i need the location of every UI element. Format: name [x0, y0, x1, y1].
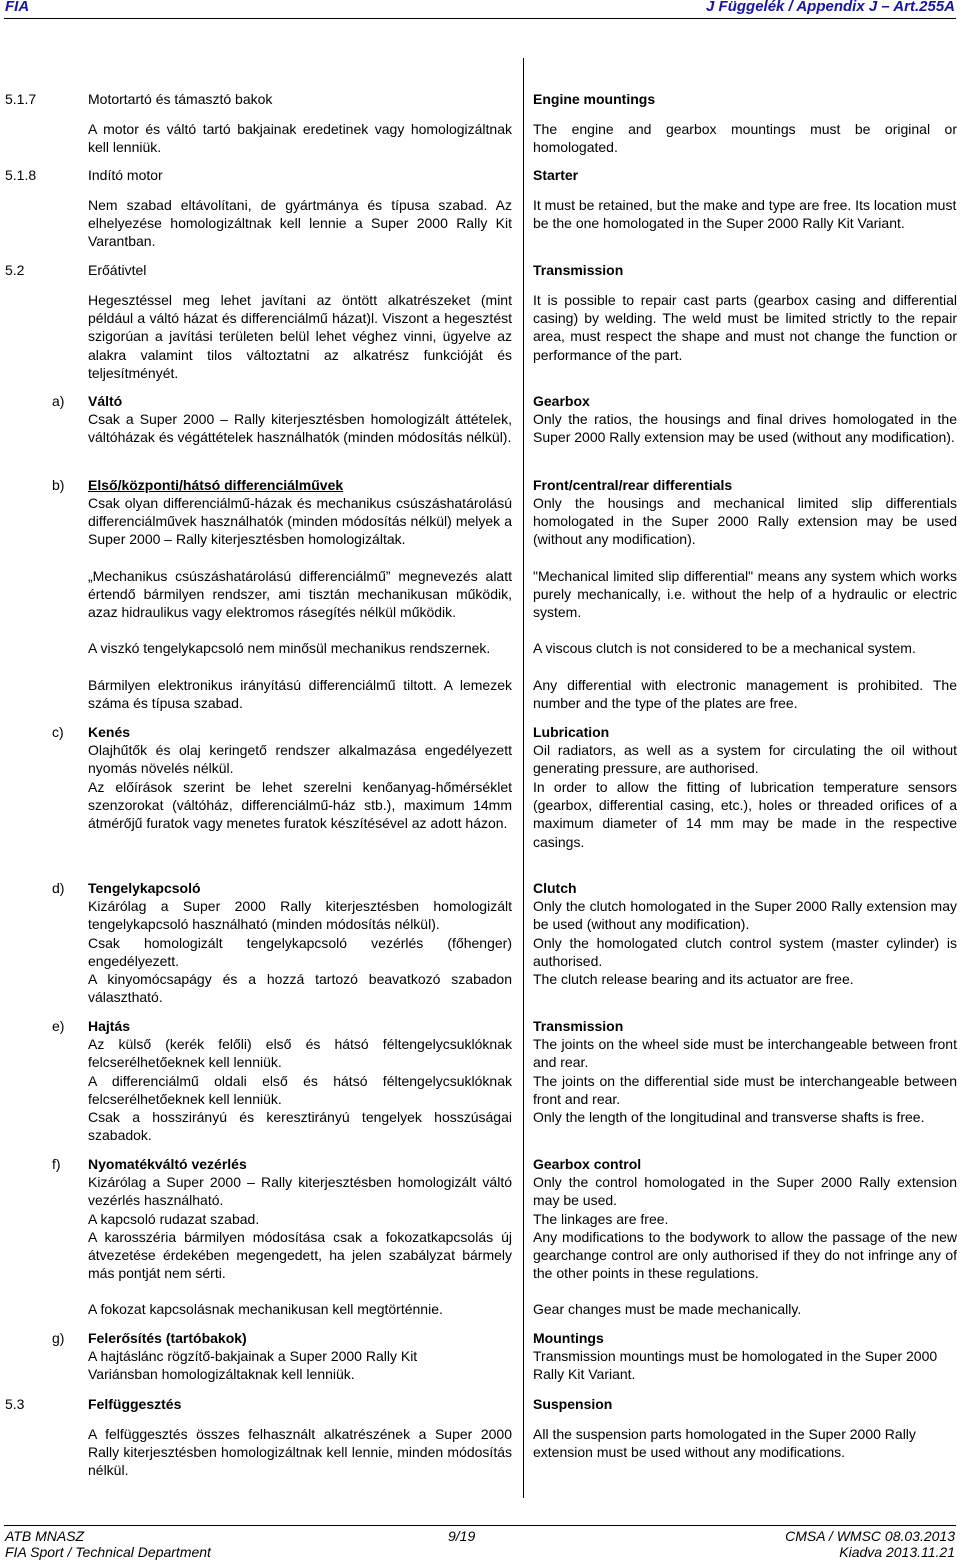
hu-paragraph: A karosszéria bármilyen módosítása csak a fokozatkapcsolás új átvezetése érdekében megengedett, ha jelen szabályzat bármely más pontját nem sérti. — [88, 1229, 512, 1282]
hu-paragraph: Bármilyen elektronikus irányítású differenciálmű tiltott. A lemezek száma és típusa szabad. — [88, 677, 512, 712]
footer-right-bottom: Kiadva 2013.11.21 — [839, 1544, 955, 1560]
en-paragraph: Only the homologated clutch control system (master cylinder) is authorised. — [533, 935, 957, 970]
hu-section-title: Felfüggesztés — [88, 1396, 182, 1412]
hu-paragraph: Csak a hosszirányú és keresztirányú tengelyek hosszúságai szabadok. — [88, 1109, 512, 1144]
section-number-53: 5.3 — [5, 1396, 25, 1412]
en-paragraph: In order to allow the fitting of lubrication temperature sensors (gearbox, differential casing, etc.), holes or threaded orifices of a maximum diameter of 14 mm may be made in the respective casings. — [533, 779, 957, 850]
hu-paragraph: Olajhűtők és olaj keringető rendszer alkalmazása engedélyezett nyomás növelés nélkül. — [88, 742, 512, 777]
section-number-517: 5.1.7 — [5, 91, 37, 107]
en-paragraph: The joints on the differential side must be interchangeable between front and rear. — [533, 1073, 957, 1108]
item-marker-a: a) — [52, 393, 65, 409]
en-paragraph: Only the housings and mechanical limited slip differentials homologated in the Super 2000 Rally extension may be used (without any modification). — [533, 495, 957, 548]
hu-paragraph: Hegesztéssel meg lehet javítani az öntött alkatrészeket (mint például a váltó házat és differenciálmű házat)l. Viszont a hegesztést szigorúan a javítási területen belül lehet véghez vinni, ügyelve az alakra valamint tilos változtatni az alkatrész funkcióját és teljesítményét. — [88, 292, 512, 381]
footer-left-top: ATB MNASZ — [5, 1528, 85, 1544]
hu-paragraph: A hajtáslánc rögzítő-bakjainak a Super 2000 Rally Kit Variánsban homologizáltaknak kell lenniük. — [88, 1348, 418, 1383]
item-marker-f: f) — [52, 1156, 61, 1172]
hu-paragraph: A motor és váltó tartó bakjainak eredetinek vagy homologizáltnak kell lenniük. — [88, 121, 512, 156]
hu-paragraph: Nem szabad eltávolítani, de gyártmánya és típusa szabad. Az elhelyezése homologizáltnak kell lennie a Super 2000 Rally Kit Varantban. — [88, 197, 512, 250]
hu-paragraph: Csak a Super 2000 – Rally kiterjesztésben homologizált áttételek, váltóházak és végáttételek használhatók (minden módosítás nélkül). — [88, 411, 512, 446]
hu-item-title: Nyomatékváltó vezérlés — [88, 1156, 247, 1172]
hu-paragraph: Csak homologizált tengelykapcsoló vezérlés (főhenger) engedélyezett. — [88, 935, 512, 970]
hu-item-title: Tengelykapcsoló — [88, 880, 201, 896]
en-paragraph: The engine and gearbox mountings must be original or homologated. — [533, 121, 957, 156]
hu-paragraph: Kizárólag a Super 2000 – Rally kiterjesztésben homologizált váltó vezérlés használható. — [88, 1174, 512, 1209]
hu-paragraph: A differenciálmű oldali első és hátsó féltengelycsuklóknak felcserélhetőeknek kell lenniük. — [88, 1073, 512, 1108]
header-rule — [4, 18, 956, 19]
hu-paragraph: Csak olyan differenciálmű-házak és mechanikus csúszáshatárolású differenciálművek használhatók (minden módosítás nélkül) melyek a Super 2000 – Rally kiterjesztésben homologizáltak. — [88, 495, 512, 548]
hu-paragraph: Kizárólag a Super 2000 Rally kiterjesztésben homologizált tengelykapcsoló használható (minden módosítás nélkül). — [88, 898, 512, 933]
en-paragraph: Only the control homologated in the Super 2000 Rally extension may be used. — [533, 1174, 957, 1209]
hu-paragraph: A felfüggesztés összes felhasznált alkatrészének a Super 2000 Rally kiterjesztésben homologizáltnak kell lennie, minden módosítás nélkül. — [88, 1426, 512, 1479]
hu-paragraph: Az külső (kerék felőli) első és hátsó féltengelycsuklóknak felcserélhetőeknek kell lenniük. — [88, 1036, 512, 1071]
footer-left-bottom: FIA Sport / Technical Department — [5, 1544, 211, 1560]
en-section-title: Suspension — [533, 1396, 613, 1412]
en-paragraph: Transmission mountings must be homologated in the Super 2000 Rally Kit Variant. — [533, 1348, 938, 1383]
en-item-title: Front/central/rear differentials — [533, 477, 733, 493]
en-section-title: Transmission — [533, 262, 624, 278]
hu-paragraph: Az előírások szerint be lehet szerelni kenőanyag-hőmérséklet szenzorokat (váltóház, differenciálmű-ház stb.), maximum 14mm átmérőjű furatok vagy menetes furatok készítésével az adott házon. — [88, 779, 512, 832]
en-item-title: Clutch — [533, 880, 577, 896]
item-marker-c: c) — [52, 724, 64, 740]
en-item-title: Mountings — [533, 1330, 604, 1346]
en-paragraph: Gear changes must be made mechanically. — [533, 1301, 802, 1317]
hu-section-title: Motortartó és támasztó bakok — [88, 91, 273, 107]
en-paragraph: Only the length of the longitudinal and transverse shafts is free. — [533, 1109, 925, 1125]
en-paragraph: Only the ratios, the housings and final drives homologated in the Super 2000 Rally extension may be used (without any modification). — [533, 411, 957, 446]
column-divider — [523, 58, 524, 1498]
hu-item-title: Első/központi/hátsó differenciálművek — [88, 477, 344, 493]
en-paragraph: All the suspension parts homologated in the Super 2000 Rally extension must be used without any modifications. — [533, 1426, 916, 1461]
footer-rule — [4, 1525, 956, 1526]
en-item-title: Transmission — [533, 1018, 624, 1034]
en-paragraph: Only the clutch homologated in the Super 2000 Rally extension may be used (without any modification). — [533, 898, 957, 933]
hu-paragraph: A viszkó tengelykapcsoló nem minősül mechanikus rendszernek. — [88, 640, 491, 656]
header-right: J Függelék / Appendix J – Art.255A — [706, 0, 955, 15]
en-paragraph: The clutch release bearing and its actuator are free. — [533, 971, 854, 987]
en-paragraph: It must be retained, but the make and type are free. Its location must be the one homologated in the Super 2000 Rally Kit Variant. — [533, 197, 957, 232]
en-item-title: Gearbox control — [533, 1156, 642, 1172]
page-header — [0, 0, 960, 16]
hu-paragraph: A kapcsoló rudazat szabad. — [88, 1211, 260, 1227]
hu-section-title: Erőátivtel — [88, 262, 147, 278]
en-paragraph: The joints on the wheel side must be interchangeable between front and rear. — [533, 1036, 957, 1071]
footer-right-top: CMSA / WMSC 08.03.2013 — [785, 1528, 955, 1544]
item-marker-e: e) — [52, 1018, 65, 1034]
en-paragraph: Any modifications to the bodywork to allow the passage of the new gearchange control are only authorised if they do not infringe any of the other points in these regulations. — [533, 1229, 957, 1282]
hu-item-title: Hajtás — [88, 1018, 131, 1034]
hu-paragraph: A fokozat kapcsolásnak mechanikusan kell megtörténnie. — [88, 1301, 443, 1317]
en-paragraph: It is possible to repair cast parts (gearbox casing and differential casing) by welding. The weld must be limited strictly to the repair area, must respect the shape and must not change the function or performance of the part. — [533, 292, 957, 363]
hu-section-title: Indító motor — [88, 167, 163, 183]
section-number-52: 5.2 — [5, 262, 25, 278]
en-item-title: Gearbox — [533, 393, 590, 409]
en-item-title: Lubrication — [533, 724, 610, 740]
section-number-518: 5.1.8 — [5, 167, 37, 183]
en-section-title: Starter — [533, 167, 579, 183]
en-paragraph: A viscous clutch is not considered to be a mechanical system. — [533, 640, 916, 656]
en-paragraph: The linkages are free. — [533, 1211, 669, 1227]
item-marker-g: g) — [52, 1330, 65, 1346]
hu-item-title: Kenés — [88, 724, 131, 740]
item-marker-b: b) — [52, 477, 65, 493]
hu-paragraph: „Mechanikus csúszáshatárolású differenciálmű” megnevezés alatt értendő bármilyen rendszer, ami tisztán mechanikusan működik, azaz hidraulikus vagy elektromos rásegítés nélkül működik. — [88, 568, 512, 621]
header-left: FIA — [5, 0, 30, 15]
en-section-title: Engine mountings — [533, 91, 656, 107]
en-paragraph: "Mechanical limited slip differential" means any system which works purely mechanically, i.e. without the help of a hydraulic or electric system. — [533, 568, 957, 621]
hu-item-title: Váltó — [88, 393, 123, 409]
item-marker-d: d) — [52, 880, 65, 896]
hu-item-title: Felerősítés (tartóbakok) — [88, 1330, 247, 1346]
en-paragraph: Any differential with electronic management is prohibited. The number and the type of the plates are free. — [533, 677, 957, 712]
page-number: 9/19 — [448, 1528, 476, 1544]
hu-paragraph: A kinyomócsapágy és a hozzá tartozó beavatkozó szabadon választható. — [88, 971, 512, 1006]
en-paragraph: Oil radiators, as well as a system for circulating the oil without generating pressure, are authorised. — [533, 742, 957, 777]
